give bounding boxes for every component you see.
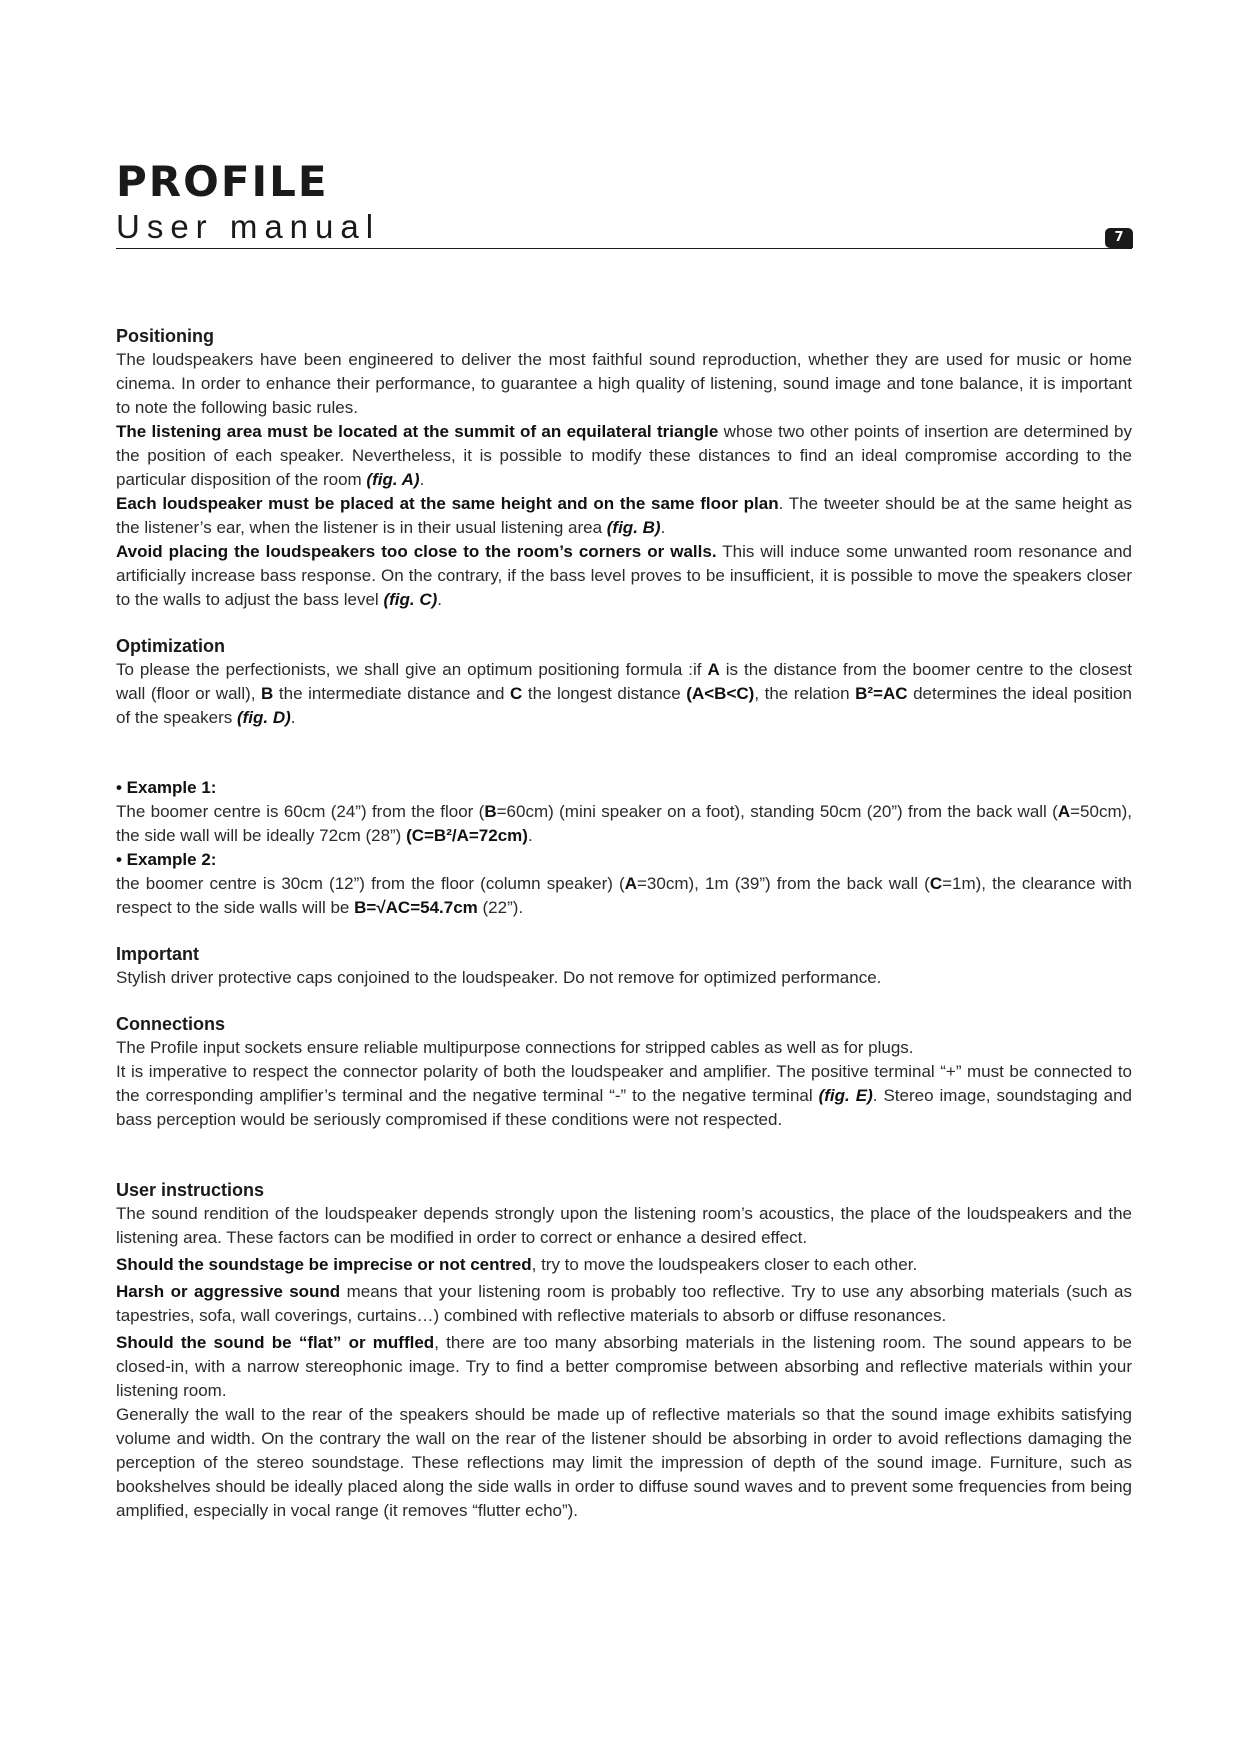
page-subtitle: User manual xyxy=(116,208,381,245)
page-number-badge: 7 xyxy=(1105,228,1133,248)
rule-text: This will induce some unwanted room resonance and artificially increase bass response. On the contrary, if the bass level proves to be insufficient, it is possible to move the speakers closer to the walls to adjust the bass level xyxy=(116,542,1132,609)
connections-section xyxy=(116,1012,1132,1132)
user-instructions-section xyxy=(116,1178,1132,1523)
manual-content xyxy=(116,324,1132,1523)
instructions-soundstage: Should the soundstage be imprecise or not centred, try to move the loudspeakers closer to each other. xyxy=(116,1255,918,1274)
user-instructions-heading: User instructions xyxy=(116,1180,265,1200)
positioning-rule-height: Each loudspeaker must be placed at the same height and on the same floor plan. The tweeter should be at the same height as the listener’s ear, when the listener is in their usual listening area (fig. B). xyxy=(116,494,1132,537)
optimization-heading: Optimization xyxy=(116,636,225,656)
positioning-rule-triangle: The listening area must be located at the summit of an equilateral triangle whose two other points of insertion are determined by the position of each speaker. Nevertheless, it is possible to modify these distances to find an ideal compromise according to the particular disposition of the room (fig. A). xyxy=(116,422,1132,489)
formula: (C=B²/A=72cm) xyxy=(406,826,528,845)
optimization-text: To please the perfectionists, we shall give an optimum positioning formula :if A is the distance from the boomer centre to the closest wall (floor or wall), B the intermediate distance and C the longest distance (A<B<C), the relation B²=AC determines the ideal position of the speakers (fig. D). xyxy=(116,660,1133,727)
fig-ref: (fig. E) xyxy=(818,1086,873,1105)
important-section xyxy=(116,942,1132,990)
optimization-section xyxy=(116,634,1132,730)
example1-label: • Example 1: xyxy=(116,778,217,797)
rule-bold: The listening area must be located at the summit of an equilateral triangle xyxy=(116,422,719,441)
connections-heading: Connections xyxy=(116,1014,226,1034)
instructions-harsh: Harsh or aggressive sound means that your listening room is probably too reflective. Try to use any absorbing materials (such as tapestries, sofa, wall coverings, curtains…) combined with reflective materials to absorb or diffuse resonances. xyxy=(116,1282,1132,1325)
page-title: PROFILE xyxy=(116,157,329,206)
positioning-rule-corners: Avoid placing the loudspeakers too close to the room’s corners or walls. This will induce some unwanted room resonance and artificially increase bass response. On the contrary, if the bass level proves to be insufficient, it is possible to move the speakers closer to the walls to adjust the bass level (fig. C). xyxy=(116,542,1132,609)
header-rule xyxy=(116,248,1132,249)
rule-text: . The tweeter should be at the same height as the listener’s ear, when the listener is in their usual listening area xyxy=(116,494,1132,537)
important-heading: Important xyxy=(116,944,199,964)
formula: B²=AC xyxy=(855,684,908,703)
rule-bold: Each loudspeaker must be placed at the same height and on the same floor plan xyxy=(116,494,779,513)
positioning-heading: Positioning xyxy=(116,326,214,346)
rule-text: whose two other points of insertion are determined by the position of each speaker. Nevertheless, it is possible to modify these distances to find an ideal compromise according to the particular disposition of the room xyxy=(116,422,1132,489)
rule-bold: Avoid placing the loudspeakers too close to the room’s corners or walls. xyxy=(116,542,717,561)
fig-ref: (fig. B) xyxy=(606,518,661,537)
fig-ref: (fig. C) xyxy=(383,590,438,609)
important-text: Stylish driver protective caps conjoined to the loudspeaker. Do not remove for optimized performance. xyxy=(116,968,882,987)
connections-p2: It is imperative to respect the connector polarity of both the loudspeaker and amplifier. The positive terminal “+” must be connected to the corresponding amplifier’s terminal and the negative terminal “-” to the negative terminal (fig. E). Stereo image, soundstaging and bass perception would be seriously compromised if these conditions were not respected. xyxy=(116,1062,1132,1129)
examples-section xyxy=(116,776,1132,920)
positioning-intro: The loudspeakers have been engineered to deliver the most faithful sound reproduction, whether they are used for music or home cinema. In order to enhance their performance, to guarantee a high quality of listening, sound image and tone balance, it is important to note the following basic rules. xyxy=(116,350,1132,417)
example2-label: • Example 2: xyxy=(116,850,217,869)
positioning-section xyxy=(116,324,1132,612)
connections-p1: The Profile input sockets ensure reliable multipurpose connections for stripped cables as well as for plugs. xyxy=(116,1038,914,1057)
instructions-walls: Generally the wall to the rear of the speakers should be made up of reflective materials so that the sound image exhibits satisfying volume and width. On the contrary the wall on the rear of the listener should be absorbing in order to avoid reflections damaging the perception of the stereo soundstage. These reflections may limit the impression of depth of the sound image. Furniture, such as bookshelves should be ideally placed along the side walls in order to diffuse sound waves and to prevent some frequencies from being amplified, especially in vocal range (it removes “flutter echo”). xyxy=(116,1405,1132,1520)
instructions-p1: The sound rendition of the loudspeaker depends strongly upon the listening room’s acoustics, the place of the loudspeakers and the listening area. These factors can be modified in order to correct or enhance a desired effect. xyxy=(116,1204,1132,1247)
example2-text: the boomer centre is 30cm (12”) from the floor (column speaker) (A=30cm), 1m (39”) from the back wall (C=1m), the clearance with respect to the side walls will be B=√AC=54.7cm (22”). xyxy=(116,874,1132,917)
example1-text: The boomer centre is 60cm (24”) from the floor (B=60cm) (mini speaker on a foot), standing 50cm (20”) from the back wall (A=50cm), the side wall will be ideally 72cm (28”) (C=B²/A=72cm). xyxy=(116,802,1132,845)
fig-ref: (fig. D) xyxy=(236,708,291,727)
fig-ref: (fig. A) xyxy=(366,470,420,489)
instructions-flat: Should the sound be “flat” or muffled, there are too many absorbing materials in the listening room. The sound appears to be closed-in, with a narrow stereophonic image. Try to find a better compromise between absorbing and reflective materials within your listening room. xyxy=(116,1333,1132,1400)
formula: B=√AC=54.7cm xyxy=(354,898,478,917)
